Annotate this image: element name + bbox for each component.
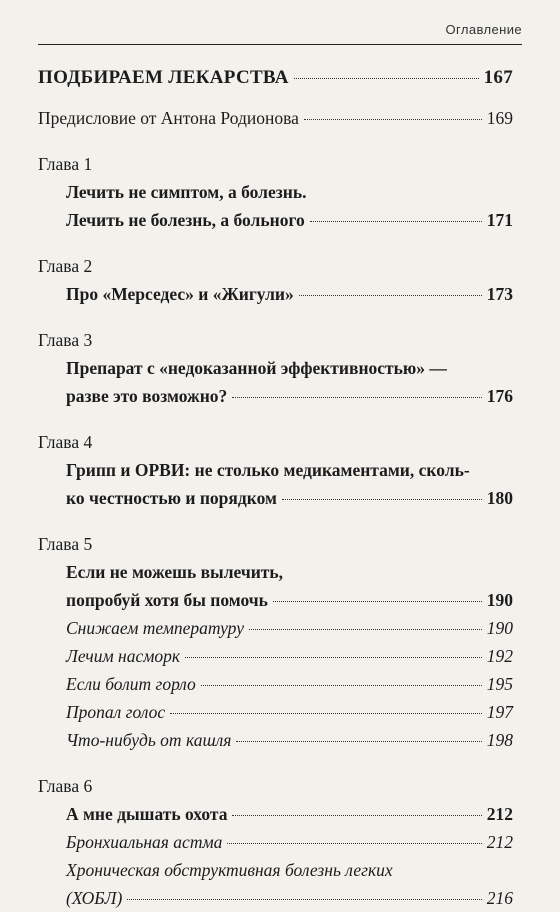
subsection-title: Снижаем температуру bbox=[66, 618, 244, 638]
dot-leader bbox=[273, 601, 482, 602]
chapter-label: Глава 6 bbox=[38, 776, 93, 796]
page-number: 173 bbox=[486, 284, 513, 304]
toc-chapter-entry[interactable] bbox=[38, 586, 513, 614]
toc-subsection-entry[interactable] bbox=[38, 726, 513, 754]
toc-chapter-entry[interactable] bbox=[38, 484, 513, 512]
chapter-label: Глава 4 bbox=[38, 432, 93, 452]
toc-chapter-entry[interactable] bbox=[38, 382, 513, 410]
dot-leader bbox=[249, 629, 482, 630]
subsection-title-line[interactable]: Хроническая обструктивная болезнь легких bbox=[66, 860, 393, 880]
dot-leader bbox=[304, 119, 482, 120]
dot-leader bbox=[310, 221, 482, 222]
page-number: 212 bbox=[486, 804, 513, 824]
subsection-title-line: (ХОБЛ) bbox=[66, 888, 123, 908]
chapter-title-line[interactable]: Если не можешь вылечить, bbox=[66, 562, 284, 582]
running-header-title: Оглавление bbox=[445, 22, 522, 37]
toc-subsection-entry[interactable] bbox=[38, 884, 513, 912]
chapter-title-line: разве это возможно? bbox=[66, 386, 228, 406]
running-header bbox=[38, 14, 522, 45]
toc-chapter-entry[interactable] bbox=[38, 280, 513, 308]
chapter-label: Глава 2 bbox=[38, 256, 93, 276]
page-number: 167 bbox=[483, 67, 513, 88]
subsection-title: Лечим насморк bbox=[66, 646, 181, 666]
dot-leader bbox=[185, 657, 482, 658]
toc-subsection-entry[interactable] bbox=[38, 642, 513, 670]
subsection-title: Что-нибудь от кашля bbox=[66, 730, 232, 750]
subsection-title: Пропал голос bbox=[66, 702, 166, 722]
toc-subsection-entry[interactable] bbox=[38, 614, 513, 642]
page-number: 180 bbox=[486, 488, 513, 508]
chapter-title-line: попробуй хотя бы помочь bbox=[66, 590, 268, 610]
chapter-title-line[interactable]: Лечить не симптом, а болезнь. bbox=[66, 182, 307, 202]
toc-subsection-entry[interactable] bbox=[38, 670, 513, 698]
toc-subsection-entry[interactable] bbox=[38, 698, 513, 726]
page-number: 195 bbox=[486, 674, 513, 694]
toc-preface-entry[interactable] bbox=[38, 104, 513, 132]
subsection-title: Бронхиальная астма bbox=[66, 832, 223, 852]
page-number: 197 bbox=[486, 702, 513, 722]
toc-part-entry[interactable] bbox=[38, 64, 513, 92]
dot-leader bbox=[227, 843, 481, 844]
chapter-label: Глава 1 bbox=[38, 154, 93, 174]
dot-leader bbox=[236, 741, 481, 742]
page-number: 216 bbox=[486, 888, 513, 908]
page-number: 176 bbox=[486, 386, 513, 406]
chapter-title-line: Про «Мерседес» и «Жигули» bbox=[66, 284, 294, 304]
chapter-title-line[interactable]: Грипп и ОРВИ: не столько медикаментами, сколь- bbox=[66, 460, 470, 480]
chapter-title-line: ко честностью и порядком bbox=[66, 488, 277, 508]
chapter-title-line[interactable]: Препарат с «недоказанной эффективностью» — bbox=[66, 358, 447, 378]
dot-leader bbox=[282, 499, 482, 500]
chapter-title-line: Лечить не болезнь, а больного bbox=[66, 210, 305, 230]
toc-chapter-entry[interactable] bbox=[38, 800, 513, 828]
chapter-label: Глава 3 bbox=[38, 330, 93, 350]
chapter-title-line: А мне дышать охота bbox=[66, 804, 228, 824]
dot-leader bbox=[299, 295, 482, 296]
page-number: 190 bbox=[486, 618, 513, 638]
toc-subsection-entry[interactable] bbox=[38, 828, 513, 856]
page-number: 212 bbox=[486, 832, 513, 852]
page-number: 198 bbox=[486, 730, 513, 750]
part-title: ПОДБИРАЕМ ЛЕКАРСТВА bbox=[38, 67, 289, 88]
dot-leader bbox=[232, 815, 481, 816]
dot-leader bbox=[201, 685, 482, 686]
preface-title: Предисловие от Антона Родионова bbox=[38, 108, 299, 128]
page-number: 190 bbox=[486, 590, 513, 610]
chapter-label: Глава 5 bbox=[38, 534, 93, 554]
dot-leader bbox=[170, 713, 482, 714]
page-number: 192 bbox=[486, 646, 513, 666]
page-number: 171 bbox=[486, 210, 513, 230]
toc-chapter-entry[interactable] bbox=[38, 206, 513, 234]
dot-leader bbox=[232, 397, 481, 398]
dot-leader bbox=[294, 78, 479, 79]
page-number: 169 bbox=[486, 108, 513, 128]
subsection-title: Если болит горло bbox=[66, 674, 196, 694]
table-of-contents bbox=[38, 64, 513, 912]
